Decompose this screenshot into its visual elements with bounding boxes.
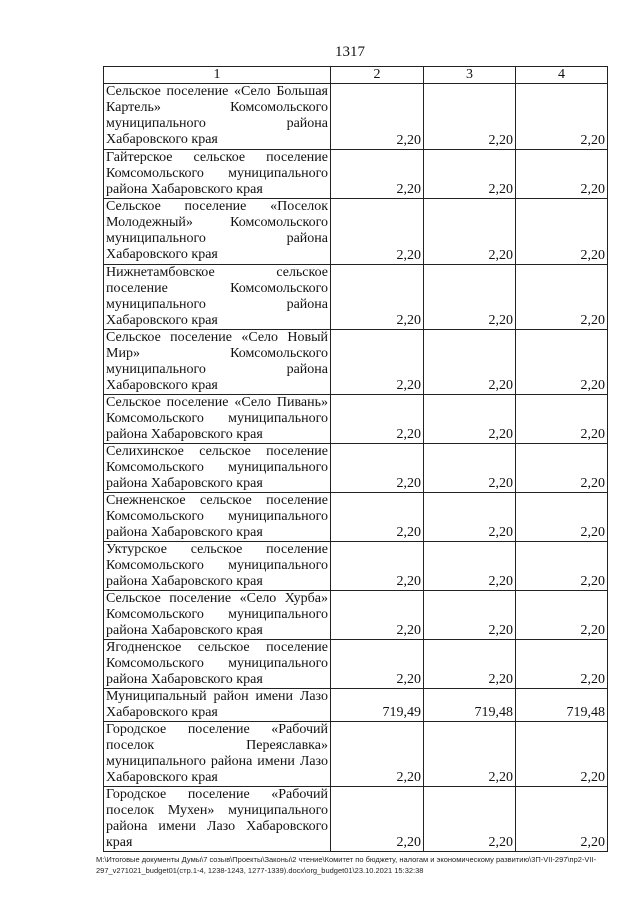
value-cell: 2,20: [516, 265, 608, 330]
value-cell: 2,20: [331, 444, 424, 493]
value-cell: 2,20: [516, 787, 608, 852]
value-cell: 2,20: [424, 444, 516, 493]
value-cell: 2,20: [516, 199, 608, 265]
municipality-name: Снежненское сельское поселение Комсомольского муниципального района Хабаровского края: [104, 493, 331, 542]
value-cell: 2,20: [424, 591, 516, 640]
municipality-name: Уктурское сельское поселение Комсомольского муниципального района Хабаровского края: [104, 542, 331, 591]
value-cell: 2,20: [516, 722, 608, 787]
value-cell: 2,20: [331, 591, 424, 640]
value-cell: 2,20: [331, 640, 424, 689]
municipality-name: Сельское поселение «Село Хурба» Комсомольского муниципального района Хабаровского края: [104, 591, 331, 640]
value-cell: 2,20: [331, 395, 424, 444]
value-cell: 2,20: [424, 787, 516, 852]
value-cell: 2,20: [516, 444, 608, 493]
municipality-name: Сельское поселение «Поселок Молодежный» Комсомольского муниципального района Хабаровского края: [104, 199, 331, 265]
value-cell: 2,20: [424, 84, 516, 150]
table-row: [104, 722, 608, 787]
municipality-name: Городское поселение «Рабочий поселок Переяславка» муниципального района имени Лазо Хабаровского края: [104, 722, 331, 787]
value-cell: 2,20: [424, 330, 516, 395]
value-cell: 2,20: [331, 787, 424, 852]
value-cell: 2,20: [331, 722, 424, 787]
table-row: [104, 493, 608, 542]
municipality-name: Селихинское сельское поселение Комсомольского муниципального района Хабаровского края: [104, 444, 331, 493]
table-row: [104, 689, 608, 722]
value-cell: 2,20: [516, 640, 608, 689]
value-cell: 2,20: [424, 150, 516, 199]
column-header: 3: [424, 67, 516, 84]
municipality-name: Сельское поселение «Село Большая Картель» Комсомольского муниципального района Хабаровского края: [104, 84, 331, 150]
file-path-footer: M:\Итоговые документы Думы\7 созыв\Проекты\Законы\2 чтение\Комитет по бюджету, налогам и экономическому развитию\3П-VII-297\пр2-VII-297_v271021_budget01(стр.1-4, 1238-1243, 1277-1339).docx\org_budget01\23.10.2021 15:32:38: [96, 855, 597, 875]
municipality-name: Гайтерское сельское поселение Комсомольского муниципального района Хабаровского края: [104, 150, 331, 199]
table-row: [104, 395, 608, 444]
table-row: [104, 265, 608, 330]
value-cell: 2,20: [516, 84, 608, 150]
value-cell: 719,48: [424, 689, 516, 722]
value-cell: 2,20: [424, 493, 516, 542]
value-cell: 2,20: [331, 199, 424, 265]
value-cell: 2,20: [424, 542, 516, 591]
value-cell: 2,20: [424, 265, 516, 330]
value-cell: 2,20: [516, 395, 608, 444]
value-cell: 2,20: [331, 150, 424, 199]
value-cell: 2,20: [331, 542, 424, 591]
municipality-name: Сельское поселение «Село Пивань» Комсомольского муниципального района Хабаровского края: [104, 395, 331, 444]
municipality-name: Городское поселение «Рабочий поселок Мухен» муниципального района имени Лазо Хабаровского края: [104, 787, 331, 852]
value-cell: 2,20: [331, 330, 424, 395]
municipality-name: Нижнетамбовское сельское поселение Комсомольского муниципального района Хабаровского края: [104, 265, 331, 330]
table-row: [104, 591, 608, 640]
value-cell: 2,20: [424, 199, 516, 265]
budget-table: [103, 66, 608, 852]
value-cell: 2,20: [424, 395, 516, 444]
value-cell: 2,20: [424, 722, 516, 787]
value-cell: 2,20: [424, 640, 516, 689]
value-cell: 2,20: [516, 493, 608, 542]
table-row: [104, 542, 608, 591]
table-row: [104, 330, 608, 395]
value-cell: 2,20: [331, 493, 424, 542]
value-cell: 719,48: [516, 689, 608, 722]
value-cell: 2,20: [516, 330, 608, 395]
table-row: [104, 444, 608, 493]
municipality-name: Муниципальный район имени Лазо Хабаровского края: [104, 689, 331, 722]
municipality-name: Сельское поселение «Село Новый Мир» Комсомольского муниципального района Хабаровского края: [104, 330, 331, 395]
page-number: 1317: [335, 44, 365, 60]
table-row: [104, 150, 608, 199]
table-row: [104, 199, 608, 265]
value-cell: 2,20: [516, 542, 608, 591]
municipality-name: Ягодненское сельское поселение Комсомольского муниципального района Хабаровского края: [104, 640, 331, 689]
table-header-row: [104, 67, 608, 84]
value-cell: 2,20: [331, 84, 424, 150]
column-header: 1: [104, 67, 331, 84]
value-cell: 2,20: [331, 265, 424, 330]
column-header: 2: [331, 67, 424, 84]
value-cell: 719,49: [331, 689, 424, 722]
value-cell: 2,20: [516, 150, 608, 199]
table-row: [104, 640, 608, 689]
table-row: [104, 84, 608, 150]
table-row: [104, 787, 608, 852]
column-header: 4: [516, 67, 608, 84]
value-cell: 2,20: [516, 591, 608, 640]
